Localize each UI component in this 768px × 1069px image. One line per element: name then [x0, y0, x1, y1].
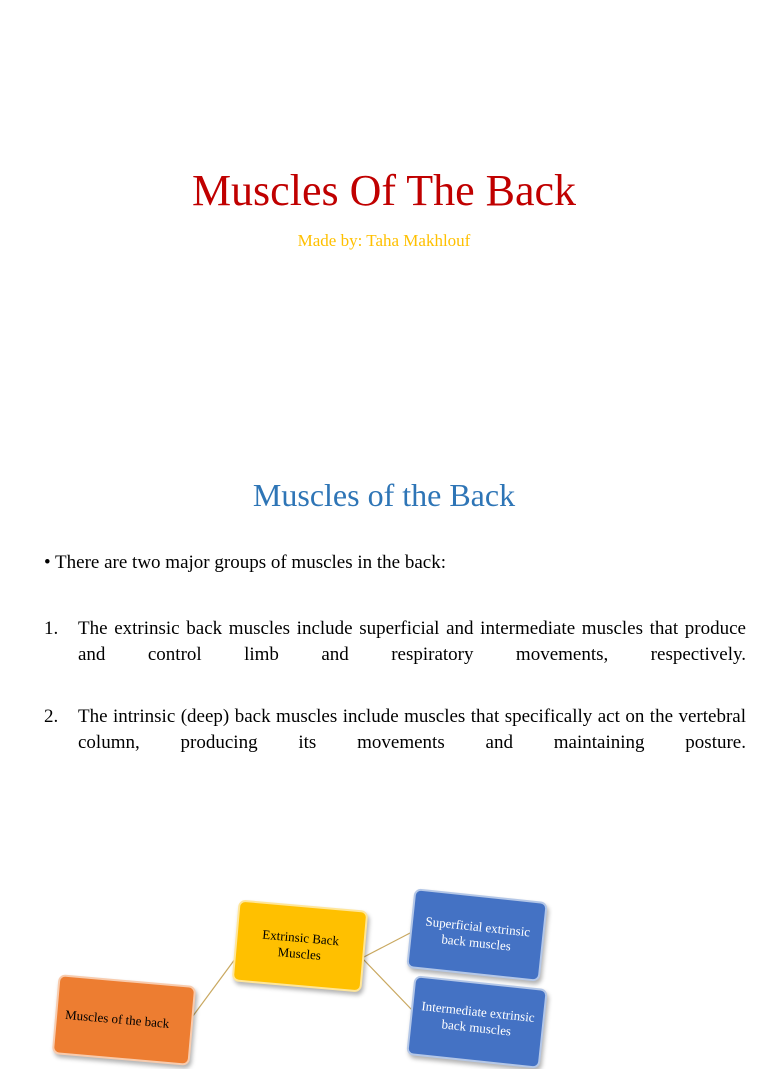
intermediate-extrinsic-node: Intermediate extrinsic back muscles: [406, 975, 548, 1069]
extrinsic-muscles-node: Extrinsic Back Muscles: [232, 899, 369, 992]
connector-root-extrinsic: [190, 955, 238, 1020]
connector-extrinsic-superficial: [362, 932, 412, 958]
content-slide: [0, 430, 768, 1039]
superficial-extrinsic-node: Superficial extrinsic back muscles: [406, 888, 548, 982]
hierarchy-diagram: [0, 870, 768, 1039]
presentation-title: Muscles Of The Back: [191, 166, 577, 215]
list-number: 2.: [44, 706, 59, 727]
title-slide: [0, 0, 768, 430]
intro-bullet: • There are two major groups of muscles in the back:: [44, 552, 447, 573]
slide-title: Muscles of the Back: [252, 477, 516, 513]
list-text: The extrinsic back muscles include superficial and intermediate muscles that produce and control limb and respiratory movements, respectively.: [78, 618, 746, 665]
root-muscles-node: Muscles of the back: [52, 974, 196, 1066]
list-item-intrinsic: [44, 704, 746, 756]
list-item-extrinsic: [44, 616, 746, 668]
author-subtitle: Made by: Taha Makhlouf: [297, 231, 471, 250]
connector-extrinsic-intermediate: [362, 958, 412, 1010]
list-text: The intrinsic (deep) back muscles include muscles that specifically act on the vertebral column, producing its movements and maintaining posture.: [78, 706, 746, 753]
list-number: 1.: [44, 618, 59, 639]
